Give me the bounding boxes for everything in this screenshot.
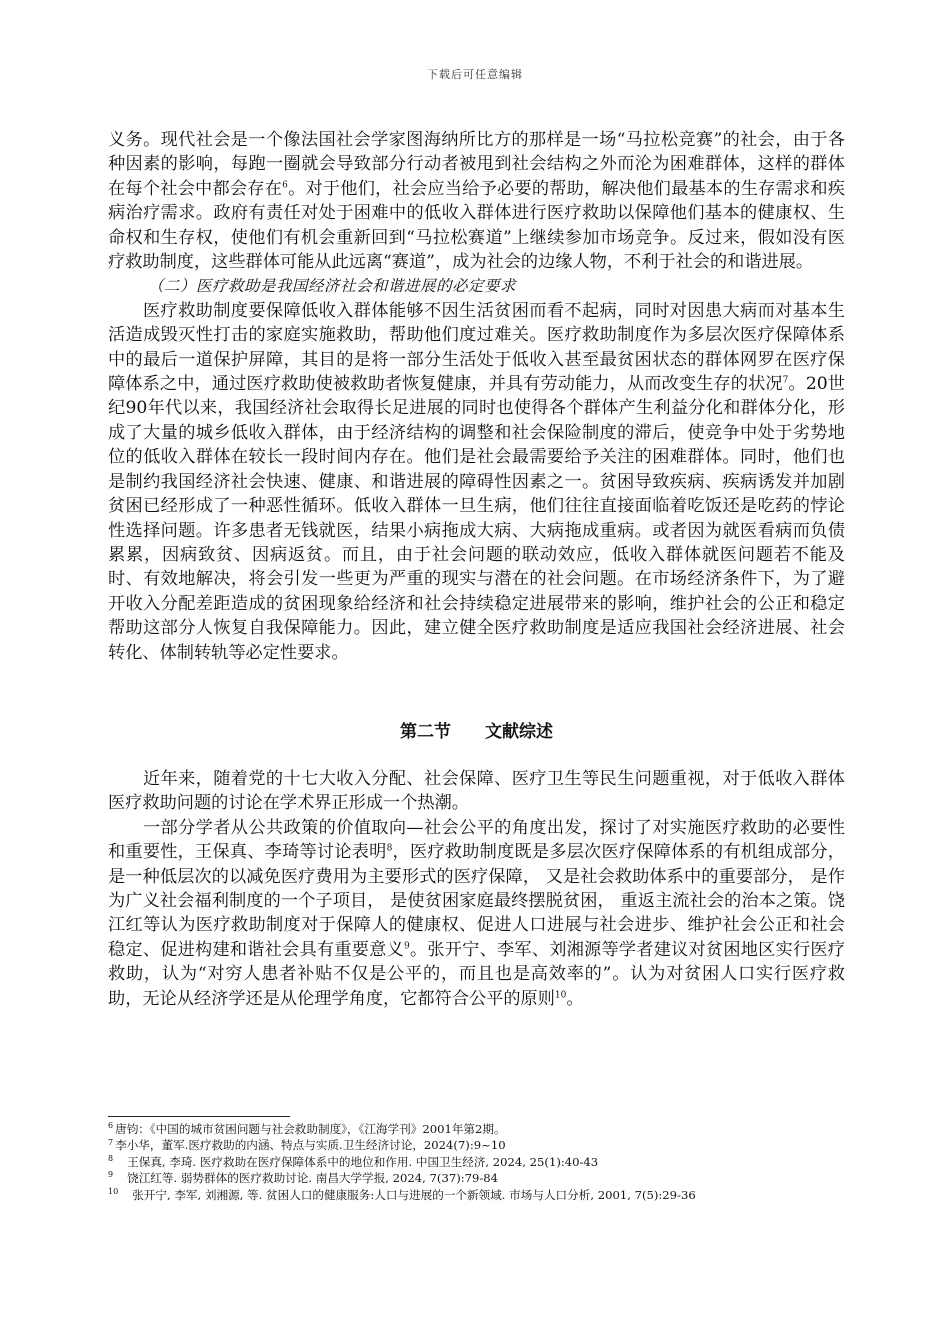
- section-title: [108, 717, 845, 742]
- footnote-9: [108, 1170, 868, 1186]
- footnote-text: 王保真, 李琦. 医疗救助在医疗保障体系中的地位和作用. 中国卫生经济, 2024, 25(1):40-43: [127, 1154, 599, 1169]
- footnote-7: [108, 1137, 868, 1153]
- footnote-mark: 7: [108, 1137, 114, 1147]
- footnote-text: 李小华，董军.医疗救助的内涵、特点与实质.卫生经济讨论，2024(7):9~10: [115, 1138, 506, 1153]
- paragraph-text: 医疗救助制度要保障低收入群体能够不因生活贫困而看不起病，同时对因患大病而对基本生活造成毁灭性打击的家庭实施救助，帮助他们度过难关。医疗救助制度作为多层次医疗保障体系中的最后一道保护屏障，其目的是将一部分生活处于低收入甚至最贫困状态的群体网罗在医疗保障体系之中，通过医疗救助使被救助者恢复健康，并具有劳动能力，从而改变生存的状况: [108, 300, 845, 395]
- paragraph-text: ，医疗救助制度既是多层次医疗保障体系的有机组成部分， 是一种低层次的以减免医疗费用为主要形式的医疗保障， 又是社会救助体系中的重要部分， 是作为广义社会福利制度的一个子项目， 是使贫困家庭最终摆脱贫困， 重返主流社会的治本之策。饶江红等认为医疗救助制度对于保障人的健康权、促进人口进展与社会进步、维护社会公正和社会稳定、促进构建和谐社会具有重要意义: [108, 842, 845, 960]
- footnote-text: 唐钧：《中国的城市贫困问题与社会救助制度》，《江海学刊》2001年第2期。: [115, 1122, 506, 1136]
- footnote-mark: 9: [108, 1170, 114, 1180]
- paragraph-review-scholars: [108, 816, 845, 1011]
- footnote-ref-7[interactable]: 7: [782, 375, 789, 386]
- footnote-6: [108, 1121, 868, 1137]
- footnote-mark: 6: [108, 1121, 114, 1131]
- footnote-ref-6[interactable]: 6: [282, 180, 288, 191]
- paragraph-text: 。: [566, 988, 584, 1009]
- paragraph-text: 。对于他们，社会应当给予必要的帮助，解决他们最基本的生存需求和疾病治疗需求。政府有责任对处于困难中的低收入群体进行医疗救助以保障他们基本的健康权、生命权和生存权，使他们有机会重新回到“马拉松赛道”上继续参加市场竞争。反过来，假如没有医疗救助制度，这些群体可能从此远离“赛道”，成为社会的边缘人物，不利于社会的和谐进展。: [108, 178, 845, 273]
- footnote-ref-9[interactable]: 9: [403, 941, 410, 952]
- footnote-divider: [108, 1116, 290, 1117]
- paragraph-text: 义务。现代社会是一个像法国社会学家图海纳所比方的那样是一场“马拉松竞赛”的社会，由于各种因素的影响，每跑一圈就会导致部分行动者被甩到社会结构之外而沦为困难群体，这样的群体在每个社会中都会存在: [108, 130, 845, 199]
- page-header: 下载后可任意编辑: [427, 68, 523, 81]
- footnotes: [108, 1121, 868, 1203]
- paragraph-text: 。20世纪90年代以来，我国经济社会取得长足进展的同时也使得各个群体产生利益分化和群体分化，形成了大量的城乡低收入群体，由于经济结构的调整和社会保险制度的滞后，使竞争中处于劣势地位的低收入群体在较长一段时间内存在。他们是社会最需要给予关注的困难群体。同时，他们也是制约我国经济社会快速、健康、和谐进展的障碍性因素之一。贫困导致疾病、疾病诱发并加剧贫困已经形成了一种恶性循环。低收入群体一旦生病，他们往往直接面临着吃饭还是吃药的悖论性选择问题。许多患者无钱就医，结果小病拖成大病、大病拖成重病。或者因为就医看病而负债累累，因病致贫、因病返贫。而且，由于社会问题的联动效应，低收入群体就医问题若不能及时、有效地解决，将会引发一些更为严重的现实与潜在的社会问题。在市场经济条件下，为了避开收入分配差距造成的贫困现象给经济和社会持续稳定进展带来的影响，维护社会的公正和稳定帮助这部分人恢复自我保障能力。因此，建立健全医疗救助制度是适应我国社会经济进展、社会转化、体制转轨等必定性要求。: [108, 374, 845, 663]
- document-body: [108, 128, 845, 1011]
- footnote-ref-8[interactable]: 8: [386, 843, 393, 854]
- paragraph-social-obligation: [108, 128, 845, 274]
- footnote-mark: 8: [108, 1153, 114, 1163]
- section-name: 文献综述: [485, 721, 553, 742]
- paragraph-review-intro: 近年来，随着党的十七大收入分配、社会保障、医疗卫生等民生问题重视，对于低收入群体医疗救助问题的讨论在学术界正形成一个热潮。: [108, 768, 845, 814]
- footnote-text: 饶江红等. 弱势群体的医疗救助讨论. 南昌大学学报, 2024, 7(37):79-84: [127, 1171, 499, 1186]
- paragraph-text: 。张开宁、李军、刘湘源等学者建议对贫困地区实行医疗救助，认为“对穷人患者补贴不仅是公平的，而且也是高效率的”。认为对贫困人口实行医疗救助，无论从经济学还是从伦理学角度，它都符合公平的原则: [108, 939, 845, 1009]
- paragraph-medical-aid-system: [108, 299, 845, 665]
- footnote-ref-10[interactable]: 10: [554, 989, 567, 1000]
- footnote-8: [108, 1154, 868, 1170]
- subheading-medical-aid-requirement: （二）医疗救助是我国经济社会和谐进展的必定要求: [148, 277, 517, 296]
- footnote-mark: 10: [108, 1186, 119, 1196]
- section-number: 第二节: [400, 721, 451, 742]
- footnote-10: [108, 1187, 868, 1203]
- paragraph-text: 一部分学者从公共政策的价值取向—社会公平的角度出发，探讨了对实施医疗救助的必要性和重要性，王保真、李琦等讨论表明: [108, 817, 845, 863]
- footnote-text: 张开宁, 李军, 刘湘源, 等. 贫困人口的健康服务:人口与进展的一个新领域. 市场与人口分析, 2001, 7(5):29-36: [132, 1187, 696, 1202]
